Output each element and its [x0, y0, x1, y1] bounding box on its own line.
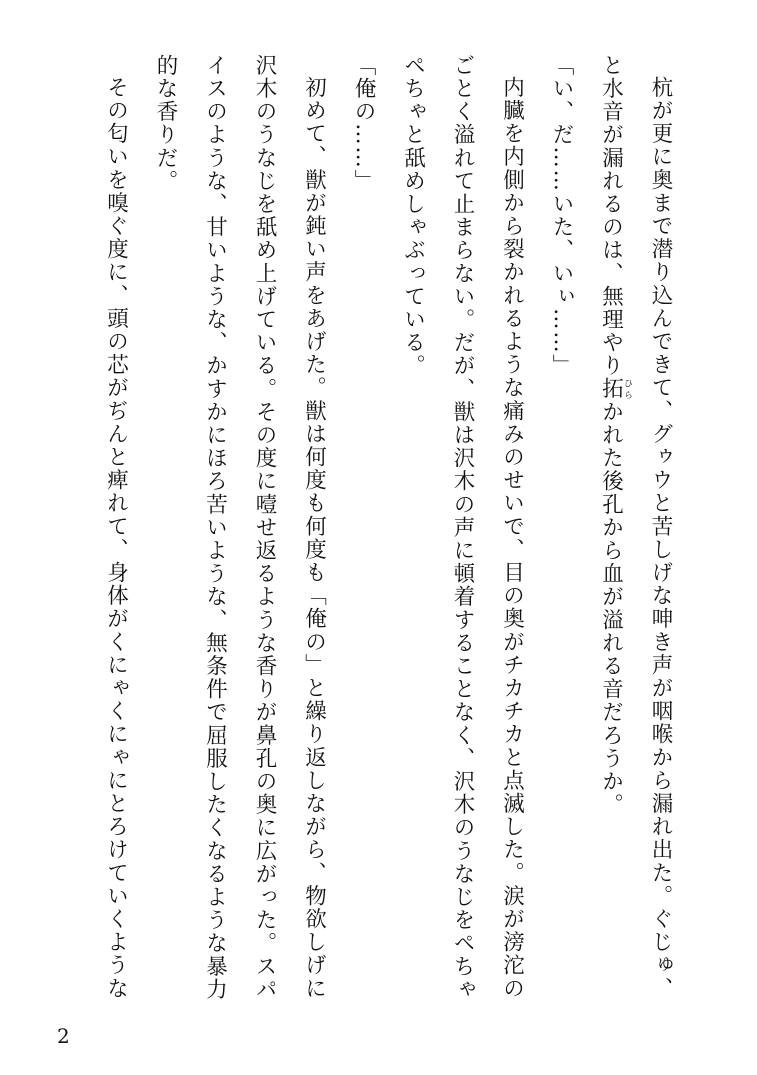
paragraph-4: その匂いを嗅ぐ度に、頭の芯がぢんと痺れて、身体がくにゃくにゃにとろけていくような — [103, 75, 129, 1000]
ruby-annotation — [598, 377, 632, 401]
dialogue-1: 「い、だ……いた、いぃ……」 — [549, 54, 574, 378]
dialogue-2: 「俺の……」 — [351, 54, 376, 193]
paragraph-3: 初めて、獣が鈍い声をあげた。獣は何度も何度も「俺の」と繰り返しながら、物欲しげに沢木のうなじを舐め上げている。その度に噎せ返るような香りが鼻孔の奥に広がった。スパイスのような、甘いような、かすかにほろ苦いような、無条件で屈服したくなるような暴力的な香りだ。 — [153, 54, 327, 1002]
ruby-base: 拓 — [598, 377, 624, 401]
vertical-text-body — [91, 54, 685, 1014]
paragraph-1-text: 杭が更に奥まで潜り込んできて、グゥウと苦しげな呻き声が咽喉から漏れ出た。ぐじゅ、と水音が漏れるのは、無理やり — [598, 54, 673, 1000]
paragraph-2: 内臓を内側から裂かれるような痛みのせいで、目の奥がチカチカと点滅した。涙が滂沱のごとく溢れて止まらない。だが、獣は沢木の声に頓着することなく、沢木のうなじをペちゃペちゃと舐めしゃぶっている。 — [400, 54, 525, 1002]
paragraph-1-tail: かれた後孔から血が溢れる音だろうか。 — [598, 400, 624, 817]
paragraph-1 — [586, 54, 685, 1014]
ruby-reading: ひら — [622, 377, 632, 401]
page-number: 2 — [57, 1024, 70, 1048]
